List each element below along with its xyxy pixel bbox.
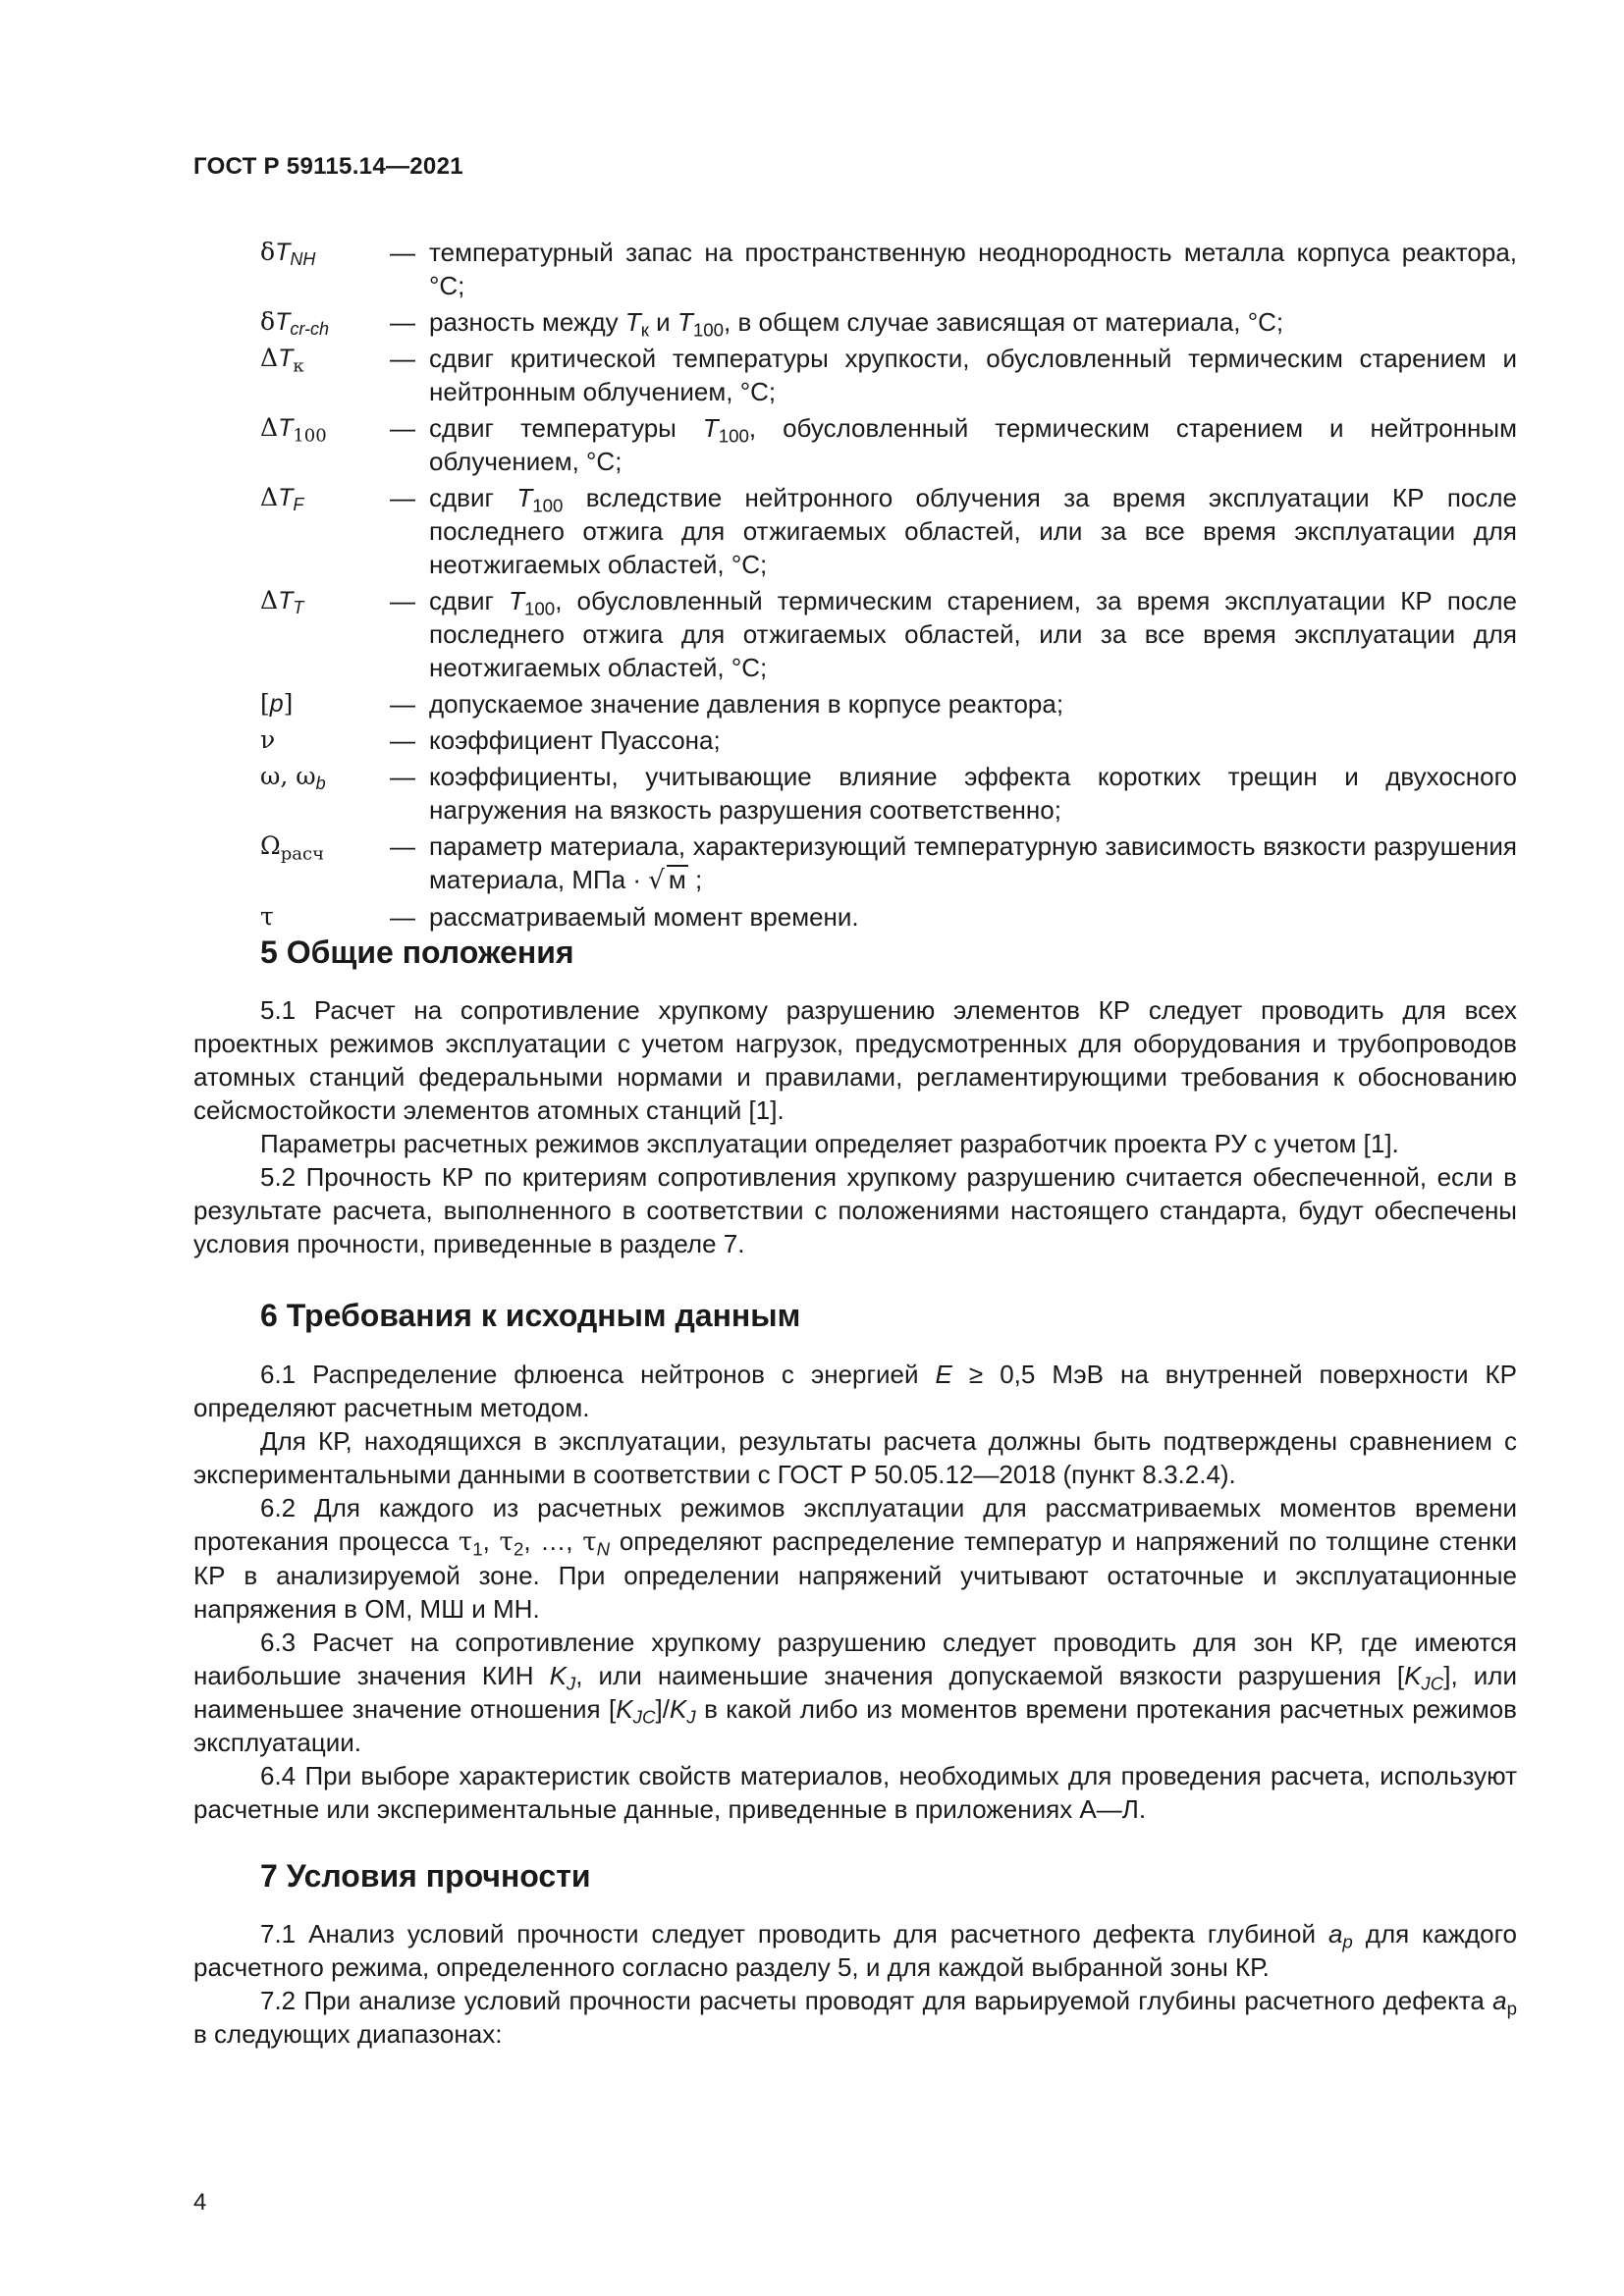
definition-symbol: ν: [260, 725, 276, 754]
paragraph: 5.2 Прочность КР по критериям сопротивления хрупкому разрушению считается обеспеченной, если в результате расчета, выполненного в соответствии с положениями настоящего стандарта, будут обеспечены условия прочности, приведенные в разделе 7.: [193, 1162, 1517, 1258]
paragraph: 6.2 Для каждого из расчетных режимов эксплуатации для рассматриваемых моментов времени протекания процесса $\tau_1$, $\tau_2$, …, $\tau_N$ определяют распределение температур и напряжений по толщине стенки КР в анализируемой зоне. При определении напряжений учитывают остаточные и эксплуатационные напряжения в ОМ, МШ и МН.: [193, 1493, 1517, 1624]
definition-text: допускаемое значение давления в корпусе реактора;: [429, 689, 1064, 719]
section-7-body: [193, 1917, 1517, 2051]
definition-row: $\delta T_{cr-ch}$ — разность между $T_к$ и $T_{100}$, в общем случае зависящая от материала, °С;: [260, 305, 1517, 339]
page-number: 4: [193, 2189, 207, 2216]
paragraph: Параметры расчетных режимов эксплуатации определяет разработчик проекта РУ с учетом [1].: [260, 1129, 1399, 1158]
definition-text: сдвиг температуры $T_{100}$, обусловленный термическим старением и нейтронным облучением, °С;: [429, 413, 1517, 476]
definition-symbol: $\Delta T_{100}$: [260, 413, 327, 447]
definition-text: сдвиг критической температуры хрупкости, обусловленный термическим старением и нейтронным облучением, °С;: [429, 344, 1517, 406]
symbol-definitions-list: [260, 236, 1517, 936]
section-7-heading: 7 Условия прочности: [260, 1858, 591, 1894]
paragraph: 5.1 Расчет на сопротивление хрупкому разрушению элементов КР следует проводить для всех проектных режимов эксплуатации с учетом нагрузок, предусмотренных для оборудования и трубопроводов атомных станций федеральными нормами и правилами, регламентирующими требования к обоснованию сейсмостойкости элементов атомных станций [1].: [193, 995, 1517, 1125]
definition-text: температурный запас на пространственную неоднородность металла корпуса реактора, °С;: [429, 238, 1517, 300]
definition-text: параметр материала, характеризующий температурную зависимость вязкости разрушения материала, МПа · √ м ;: [429, 831, 1517, 895]
definition-symbol: [p]: [260, 689, 294, 718]
paragraph: Для КР, находящихся в эксплуатации, результаты расчета должны быть подтверждены сравнением с экспериментальными данными в соответствии с ГОСТ Р 50.05.12—2018 (пункт 8.3.2.4).: [193, 1426, 1517, 1489]
definition-symbol: $\Delta T_F$: [260, 483, 304, 515]
definition-symbol: ω, $\omega_b$: [260, 762, 326, 794]
definition-text: коэффициент Пуассона;: [429, 725, 721, 755]
section-6-heading: 6 Требования к исходным данным: [260, 1298, 801, 1333]
definition-symbol: τ: [260, 902, 274, 931]
definition-row: $\Delta T_{100}$ — сдвиг температуры $T_{100}$, обусловленный термическим старением и нейтронным облучением, °С;: [260, 413, 1517, 476]
definition-row: $\delta T_{NH}$ — температурный запас на пространственную неоднородность металла корпуса реактора, °С;: [260, 238, 1517, 300]
section-5-heading: 5 Общие положения: [260, 934, 574, 970]
definition-row: $\Delta T_F$ — сдвиг $T_{100}$ вследствие нейтронного облучения за время эксплуатации КР после последнего отжига для отжигаемых областей, или за все время эксплуатации для неотжигаемых областей, °С;: [260, 483, 1517, 579]
definition-row: $\Omega_{расч}$ — параметр материала, характеризующий температурную зависимость вязкости разрушения материала, МПа · √ м ;: [260, 831, 1517, 895]
definition-row: τ — рассматриваемый момент времени.: [260, 900, 1517, 934]
definition-row: $\Delta T_к$ — сдвиг критической температуры хрупкости, обусловленный термическим старением и нейтронным облучением, °С;: [260, 344, 1517, 406]
paragraph: 7.1 Анализ условий прочности следует проводить для расчетного дефекта глубиной $a_p$ для каждого расчетного режима, определенного согласно разделу 5, и для каждой выбранной зоны КР.: [193, 1919, 1517, 1982]
section-6-body: [193, 1358, 1517, 1826]
definition-row: ν — коэффициент Пуассона;: [260, 723, 1517, 757]
document-header: ГОСТ Р 59115.14—2021: [193, 153, 463, 180]
paragraph: 7.2 При анализе условий прочности расчеты проводят для варьируемой глубины расчетного дефекта $a_р$ в следующих диапазонах:: [193, 1986, 1517, 2049]
definition-text: коэффициенты, учитывающие влияние эффекта коротких трещин и двухосного нагружения на вязкость разрушения соответственно;: [429, 762, 1517, 825]
definition-symbol: $\delta T_{NH}$: [260, 238, 316, 270]
paragraph: 6.1 Распределение флюенса нейтронов с энергией E ≥ 0,5 МэВ на внутренней поверхности КР определяют расчетным методом.: [193, 1360, 1517, 1422]
paragraph: 6.4 При выборе характеристик свойств материалов, необходимых для проведения расчета, используют расчетные или экспериментальные данные, приведенные в приложениях А—Л.: [193, 1761, 1517, 1824]
definition-row: ω, $\omega_b$ — коэффициенты, учитывающие влияние эффекта коротких трещин и двухосного нагружения на вязкость разрушения соответственно;: [260, 762, 1517, 825]
definition-symbol: $\Delta T_к$: [260, 344, 304, 377]
definition-row: [p] — допускаемое значение давления в корпусе реактора;: [260, 687, 1517, 721]
definition-symbol: $\Delta T_T$: [260, 586, 304, 618]
definition-text: сдвиг $T_{100}$, обусловленный термическим старением, за время эксплуатации КР после последнего отжига для отжигаемых областей, или за все время эксплуатации для неотжигаемых областей, °С;: [429, 586, 1518, 682]
definition-text: сдвиг $T_{100}$ вследствие нейтронного облучения за время эксплуатации КР после последнего отжига для отжигаемых областей, или за все время эксплуатации для неотжигаемых областей, °С;: [429, 483, 1517, 579]
paragraph: 6.3 Расчет на сопротивление хрупкому разрушению следует проводить для зон КР, где имеются наибольшие значения КИН $K_J$, или наименьшие значения допускаемой вязкости разрушения $[K_{JC}]$, или наименьшее значение отношения $[K_{JC}]/K_J$ в какой либо из моментов времени протекания расчетных режимов эксплуатации.: [193, 1628, 1517, 1757]
definition-row: $\Delta T_T$ — сдвиг $T_{100}$, обусловленный термическим старением, за время эксплуатации КР после последнего отжига для отжигаемых областей, или за все время эксплуатации для неотжигаемых областей, °С;: [260, 586, 1518, 682]
definition-symbol: $\Omega_{расч}$: [260, 831, 324, 865]
definition-symbol: $\delta T_{cr-ch}$: [260, 307, 330, 340]
definition-text: рассматриваемый момент времени.: [429, 902, 859, 932]
definition-text: разность между $T_к$ и $T_{100}$, в общем случае зависящая от материала, °С;: [429, 307, 1284, 341]
section-5-body: [193, 993, 1517, 1260]
